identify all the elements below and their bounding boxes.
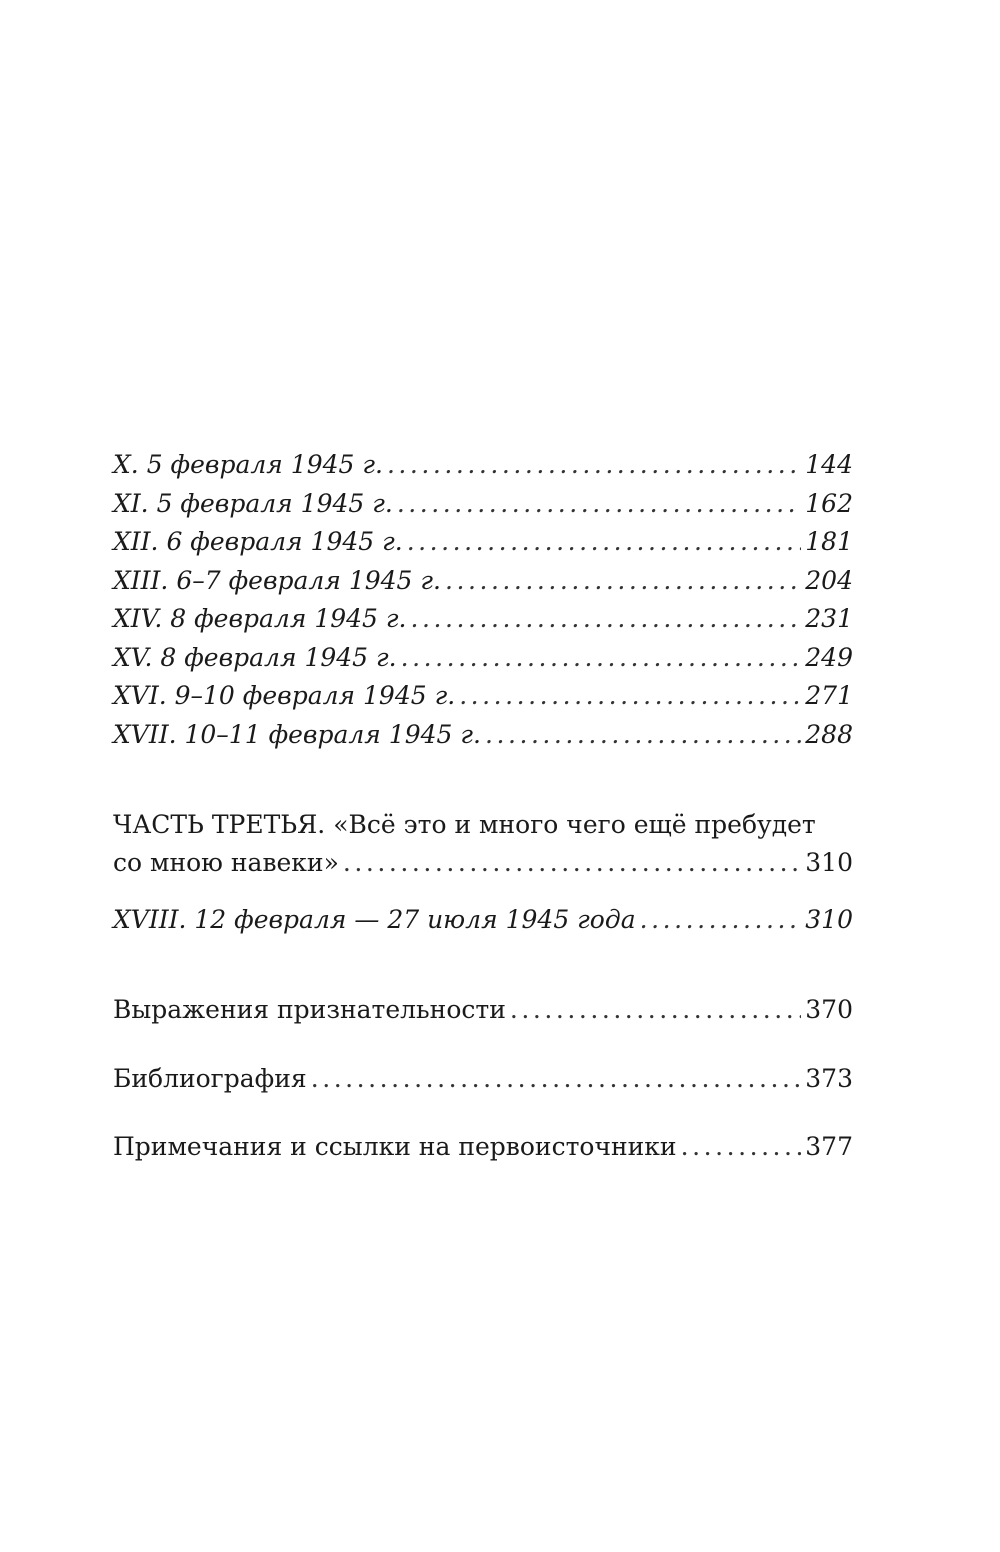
toc-entry-title: XIII. 6–7 февраля 1945 г. <box>113 565 441 595</box>
dot-leader <box>510 991 801 1030</box>
toc-entry-page: 377 <box>805 1132 853 1161</box>
toc-entry-title: XVII. 10–11 февраля 1945 г. <box>113 719 481 749</box>
toc-entry-page: 144 <box>805 450 853 479</box>
toc-entry-page: 181 <box>805 527 853 556</box>
toc-entry[interactable] <box>113 677 853 716</box>
dot-leader <box>459 677 801 716</box>
toc-entry[interactable] <box>113 991 853 1030</box>
dot-leader <box>343 844 801 883</box>
toc-entry-title: XVIII. 12 февраля — 27 июля 1945 года <box>113 904 636 934</box>
toc-entry-title: Примечания и ссылки на первоисточники <box>113 1132 677 1161</box>
toc-entry-title: X. 5 февраля 1945 г. <box>113 450 383 479</box>
toc-entry[interactable] <box>113 600 853 639</box>
toc-entry-page: 249 <box>805 642 853 672</box>
part-three-heading-line2: со мною навеки» <box>113 848 339 877</box>
dot-leader <box>445 562 801 601</box>
toc-entry-page: 370 <box>805 995 853 1024</box>
toc-entry[interactable] <box>113 523 853 562</box>
toc-entry-page: 231 <box>805 604 853 633</box>
toc-entry[interactable] <box>113 901 853 940</box>
dot-leader <box>681 1128 802 1167</box>
toc-entry-title: Библиография <box>113 1063 307 1093</box>
toc-entry-title: XIV. 8 февраля 1945 г. <box>113 604 407 633</box>
part-three-heading-line1[interactable]: ЧАСТЬ ТРЕТЬЯ. «Всё это и много чего ещё пребудет <box>113 810 816 839</box>
toc-entry-page: 373 <box>805 1063 853 1093</box>
dot-leader <box>401 639 802 678</box>
dot-leader <box>640 901 802 940</box>
back-matter-list <box>113 991 853 1167</box>
toc-entry[interactable] <box>113 485 853 524</box>
toc-entry-page: 271 <box>805 681 853 710</box>
toc-entry-page: 288 <box>805 719 853 749</box>
dot-leader <box>407 523 802 562</box>
part-three-block <box>113 806 853 939</box>
table-of-contents <box>113 446 853 1167</box>
toc-entry[interactable] <box>113 639 853 678</box>
chapter-list-part-two <box>113 446 853 754</box>
toc-entry[interactable] <box>113 446 853 485</box>
toc-entry[interactable] <box>113 1128 853 1167</box>
toc-entry[interactable] <box>113 716 853 755</box>
toc-entry-page: 162 <box>805 488 853 518</box>
toc-entry-page: 204 <box>805 565 853 595</box>
dot-leader <box>397 485 801 524</box>
toc-entry-title: XII. 6 февраля 1945 г. <box>113 527 403 556</box>
toc-entry-page: 310 <box>805 904 853 934</box>
dot-leader <box>311 1060 802 1099</box>
toc-entry-title: XI. 5 февраля 1945 г. <box>113 488 393 518</box>
dot-leader <box>387 446 801 485</box>
toc-entry-page: 310 <box>805 848 853 877</box>
part-three-heading-entry[interactable] <box>113 844 853 883</box>
toc-entry-title: XV. 8 февраля 1945 г. <box>113 642 397 672</box>
dot-leader <box>411 600 802 639</box>
toc-entry-title: Выражения признательности <box>113 995 506 1024</box>
toc-entry-title: XVI. 9–10 февраля 1945 г. <box>113 681 456 710</box>
toc-entry[interactable] <box>113 1060 853 1099</box>
toc-entry[interactable] <box>113 562 853 601</box>
dot-leader <box>485 716 801 755</box>
